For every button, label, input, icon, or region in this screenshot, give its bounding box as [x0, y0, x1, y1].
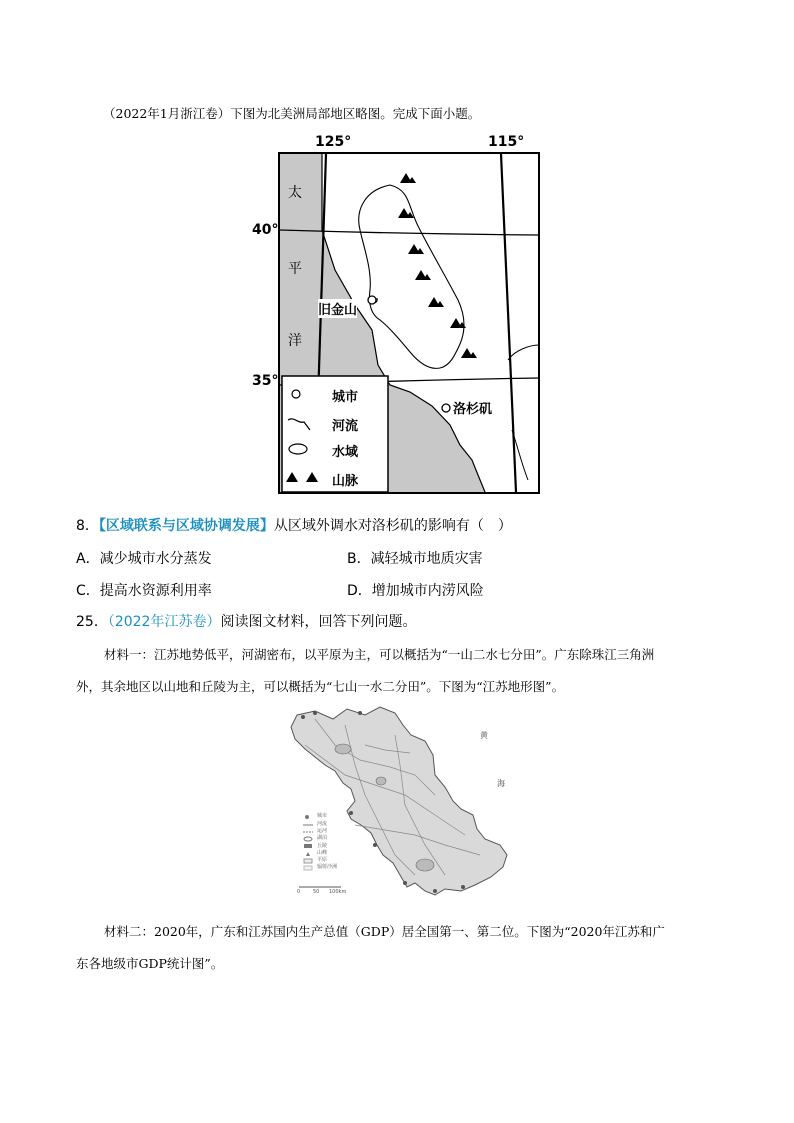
jiangsu-legend-lake: 湖泊 [317, 835, 328, 841]
jiangsu-legend-city: 城市 [317, 813, 328, 819]
jiangsu-terrain-map [285, 705, 525, 905]
option-d: D．增加城市内涝风险 [347, 583, 484, 599]
material-1-line-2: 外，其余地区以山地和丘陵为主，可以概括为“七山一水二分田”。下图为“江苏地形图”。 [76, 679, 565, 694]
question-25-stem [76, 611, 416, 631]
ocean-char-1: 太 [288, 185, 302, 201]
city-label-los-angeles: 洛杉矶 [453, 402, 493, 417]
sea-char-2: 海 [497, 779, 505, 788]
legend-city: 城市 [332, 390, 359, 405]
question-25-number: 25． [76, 614, 108, 630]
material-2-line-1: 材料二：2020年，广东和江苏国内生产总值（GDP）居全国第一、第二位。下图为“2020年江苏和广 [104, 924, 665, 939]
ocean-char-3: 洋 [288, 333, 302, 349]
option-b: B．减轻城市地质灾害 [347, 551, 483, 567]
intro-text: 下图为北美洲局部地区略图。完成下面小题。 [230, 106, 481, 121]
question-25-text: 阅读图文材料，回答下列问题。 [220, 614, 417, 630]
question-8-text: 从区域外调水对洛杉矶的影响有（ ） [273, 518, 512, 534]
lat-label-35: 35° [252, 373, 279, 389]
city-label-san-francisco: 旧金山 [318, 299, 357, 318]
material-2-line-2: 东各地级市GDP统计图”。 [76, 956, 224, 971]
question-8-stem [76, 515, 512, 535]
intro-line [103, 104, 480, 122]
jiangsu-legend-river: 河流 [317, 821, 328, 827]
scale-50: 50 [313, 889, 320, 895]
option-c: C．提高水资源利用率 [76, 583, 212, 599]
jiangsu-legend-sandbar: 辐射沙洲 [317, 864, 338, 870]
sea-char-1: 黄 [480, 731, 488, 740]
legend-water: 水域 [332, 445, 359, 460]
lon-label-125: 125° [315, 134, 352, 150]
question-8-tag: 【区域联系与区域协调发展】 [98, 518, 274, 534]
question-8-number: 8． [76, 518, 99, 534]
question-25-source: （2022年江苏卷） [107, 614, 221, 630]
jiangsu-legend-canal: 运河 [317, 828, 328, 834]
scale-0: 0 [297, 889, 301, 895]
jiangsu-terrain-map-svg [285, 705, 525, 905]
lat-label-40: 40° [252, 222, 279, 238]
legend-river: 河流 [332, 419, 359, 434]
north-america-map-svg [260, 130, 560, 500]
jiangsu-legend-plain: 平原 [317, 857, 328, 863]
scale-100km: 100km [329, 889, 347, 895]
material-1-line-1: 材料一：江苏地势低平，河湖密布，以平原为主，可以概括为“一山二水七分田”。广东除珠江三角洲 [104, 647, 655, 662]
ocean-char-2: 平 [288, 261, 302, 277]
lon-label-115: 115° [488, 134, 525, 150]
jiangsu-legend-hills: 丘陵 [317, 843, 328, 849]
north-america-map [252, 130, 560, 500]
intro-source: （2022年1月浙江卷） [103, 106, 231, 121]
legend-mountain: 山脉 [332, 474, 359, 489]
jiangsu-legend-peak: 山峰 [317, 850, 328, 856]
option-a: A．减少城市水分蒸发 [76, 551, 212, 567]
